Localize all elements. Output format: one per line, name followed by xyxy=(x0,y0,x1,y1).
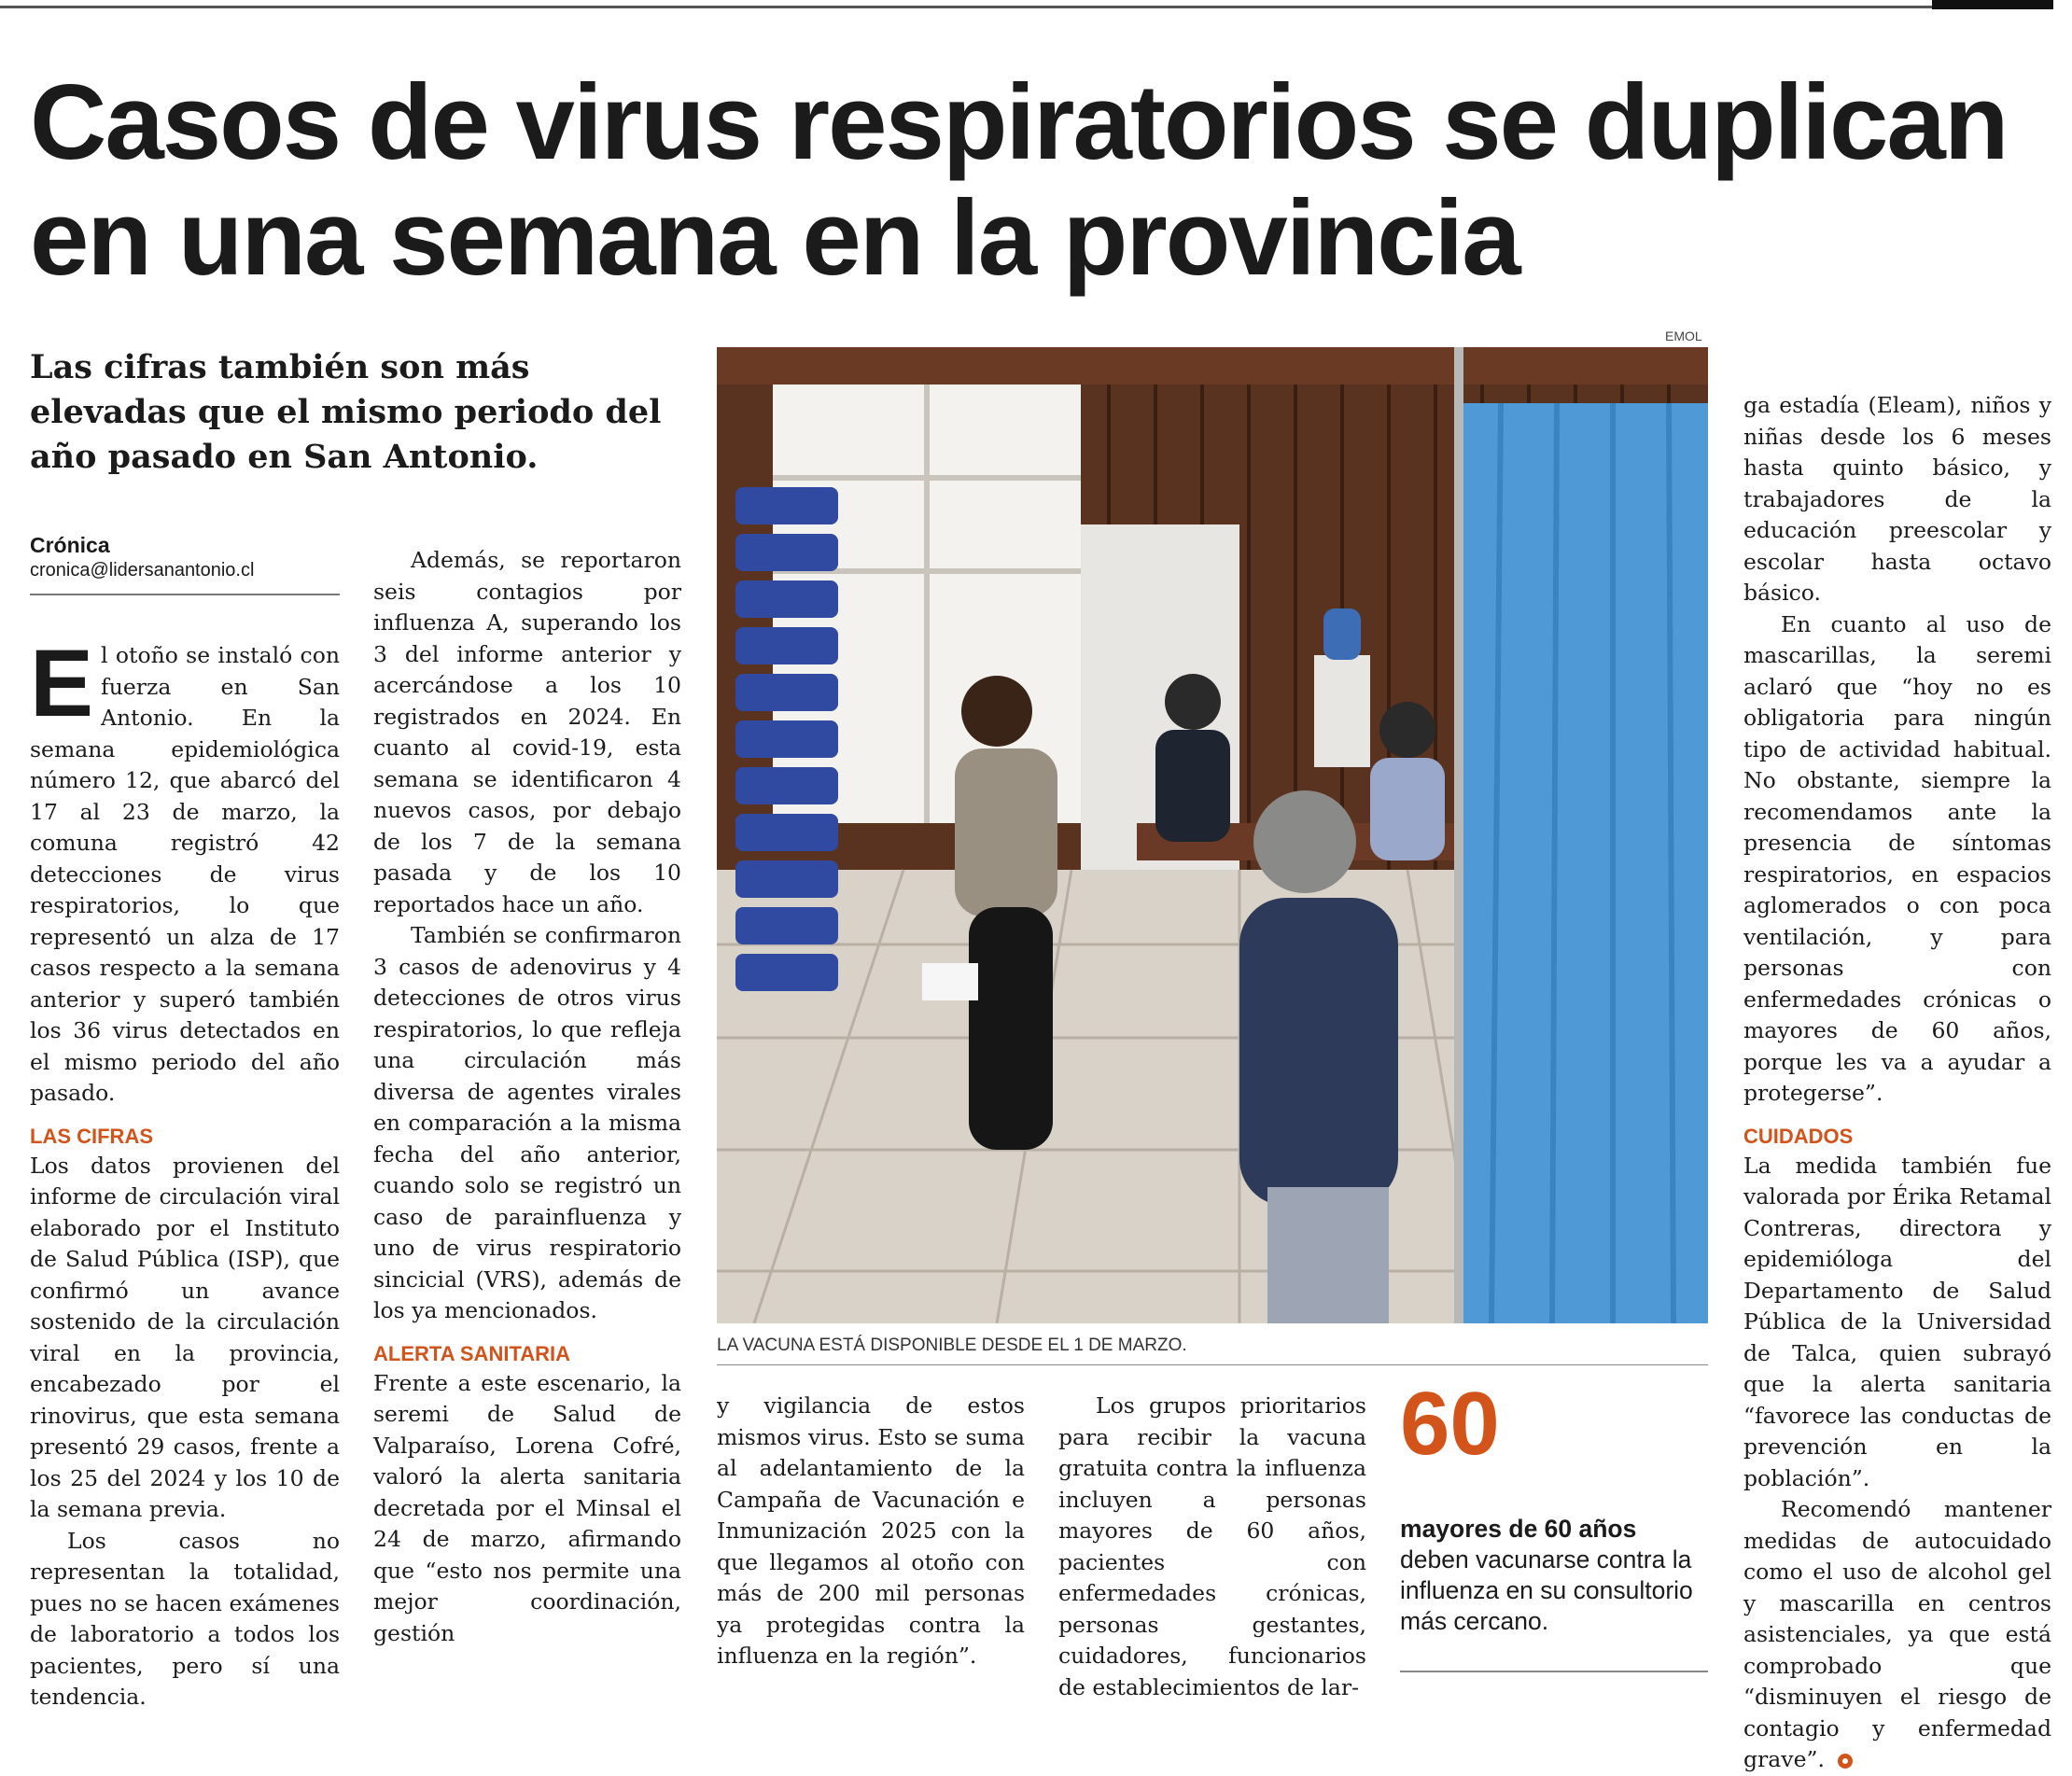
paragraph: Los datos provienen del informe de circulación viral elaborado por el Instituto de Salud Pública (ISP), que confirmó un avance sostenido de la circulación viral en la provincia, encabezado por el rinovirus, que esta semana presentó 29 casos, frente a los 25 del 2024 y los 10 de la semana previa. xyxy=(30,1152,340,1522)
paragraph: y vigilancia de estos mismos virus. Esto se suma al adelantamiento de la Campaña de Vacunación e Inmunización 2025 con la que llegamos al otoño con más de 200 mil personas ya protegidas contra la influenza en la región”. xyxy=(717,1392,1025,1669)
article-column-5 xyxy=(1743,390,2051,1776)
vaccination-photo xyxy=(717,347,1708,1323)
paragraph: La medida también fue valorada por Érika Retamal Contreras, directora y epidemióloga del Departamento de Salud Pública de la Universidad de Talca, quien subrayó que la alerta sanitaria “favorece las conductas de prevención en la población”. xyxy=(1743,1152,2051,1491)
paragraph-text: l otoño se instaló con fuerza en San Antonio. En la semana epidemiológica número 12, que abarcó del 17 al 23 de marzo, la comuna registró 42 detecciones de virus respiratorios, lo que representó un alza de 17 casos respecto a la semana anterior y superó también los 36 virus detectados en el mismo periodo del año pasado. xyxy=(30,642,340,1106)
paragraph: ga estadía (Eleam), niños y niñas desde los 6 meses hasta quinto básico, y trabajadores de la educación preescolar y escolar hasta octavo básico. xyxy=(1743,392,2051,606)
article-column-3 xyxy=(717,1391,1025,1672)
stat-bold: mayores de 60 años xyxy=(1400,1515,1637,1543)
photo-caption: LA VACUNA ESTÁ DISPONIBLE DESDE EL 1 DE MARZO. xyxy=(717,1335,1187,1355)
paragraph: Los grupos prioritarios para recibir la vacuna gratuita contra la influenza incluyen a personas mayores de 60 años, pacientes con enfermedades crónicas, personas gestantes, cuidadores, funcionarios de establecimientos de lar- xyxy=(1058,1392,1366,1700)
paragraph: Además, se reportaron seis contagios por influenza A, superando los 3 del informe anterior y acercándose a los 10 registrados en 2024. En cuanto al covid-19, esta semana se identificaron 4 nuevos casos, por debajo de los 7 de la semana pasada y de los 10 reportados hace un año. xyxy=(373,547,681,917)
paragraph xyxy=(30,630,340,1110)
deck-subheadline: Las cifras también son más elevadas que el mismo periodo del año pasado en San Antonio. xyxy=(30,348,662,476)
stat-number: 60 xyxy=(1400,1374,1500,1474)
subhead-las-cifras: LAS CIFRAS xyxy=(30,1124,153,1148)
stat-description xyxy=(1400,1514,1708,1637)
headline: Casos de virus respiratorios se duplican en una semana en la provincia xyxy=(30,63,2008,298)
paragraph: En cuanto al uso de mascarillas, la seremi aclaró que “hoy no es obligatoria para ningún tipo de actividad habitual. No obstante, siempre la recomendamos ante la presencia de síntomas respiratorios, en espacios aglomerados o con poca ventilación, y para personas con enfermedades crónicas o mayores de 60 años, porque les va a ayudar a protegerse”. xyxy=(1743,610,2051,1106)
photo-credit: EMOL xyxy=(1665,329,1702,343)
dropcap: E xyxy=(30,630,94,736)
paragraph-text: Recomendó mantener medidas de autocuidado como el uso de alcohol gel y mascarilla en centros asistenciales, ya que está comprobado que “disminuyen el riesgo de contagio y enfermedad grave”. xyxy=(1743,1496,2051,1772)
byline-email: cronica@lidersanantonio.cl xyxy=(30,560,255,580)
top-rule xyxy=(0,6,1932,8)
article-column-4 xyxy=(1058,1391,1366,1703)
end-mark-icon xyxy=(1838,1754,1853,1769)
subhead-cuidados: CUIDADOS xyxy=(1743,1124,1854,1148)
byline xyxy=(30,532,340,595)
paragraph xyxy=(1743,1494,2051,1776)
byline-name: Crónica xyxy=(30,533,110,557)
paragraph: También se confirmaron 3 casos de adenovirus y 4 detecciones de otros virus respiratorios, lo que refleja una circulación más diversa de agentes virales en comparación a la misma fecha del año anterior, cuando solo se registró un caso de parainfluenza y uno de virus respiratorio sincicial (VRS), además de los ya mencionados. xyxy=(373,922,681,1323)
caption-rule xyxy=(717,1364,1708,1365)
article-column-2 xyxy=(373,545,681,1649)
subhead-alerta-sanitaria: ALERTA SANITARIA xyxy=(373,1341,571,1365)
top-section-block xyxy=(1932,0,2053,9)
stat-rule xyxy=(1400,1671,1708,1672)
article-column-1 xyxy=(30,630,340,1713)
paragraph: Frente a este escenario, la seremi de Salud de Valparaíso, Lorena Cofré, valoró la alerta sanitaria decretada por el Minsal el 24 de marzo, afirmando que “esto nos permite una mejor coordinación, gestión xyxy=(373,1369,681,1646)
paragraph: Los casos no representan la totalidad, pues no se hacen exámenes de laboratorio a todos los pacientes, pero sí una tendencia. xyxy=(30,1527,340,1710)
stat-text: deben vacunarse contra la influenza en su consultorio más cercano. xyxy=(1400,1545,1693,1635)
byline-rule xyxy=(30,594,340,595)
